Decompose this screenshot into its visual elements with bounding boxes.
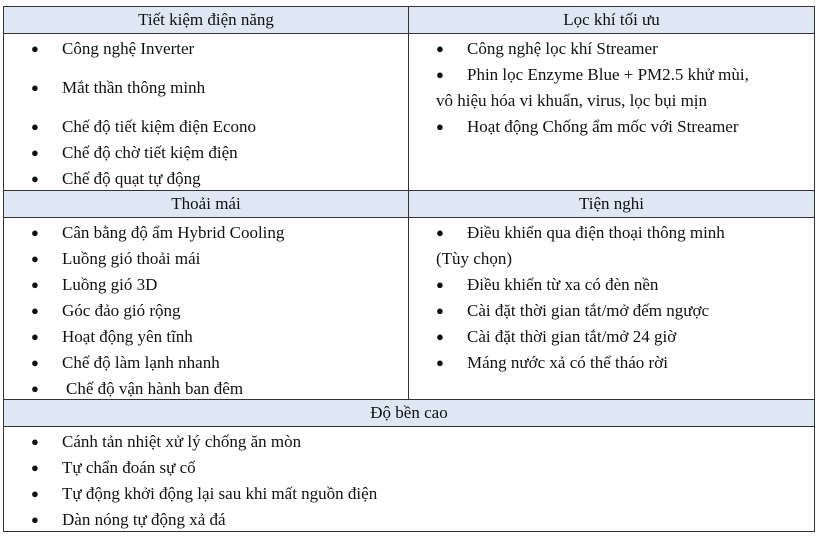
list-item: ● Luồng gió 3D (4, 272, 408, 298)
bullet-icon: ● (31, 486, 39, 501)
list-item: ● Điều khiển từ xa có đèn nền (409, 272, 814, 298)
bullet-icon: ● (436, 67, 444, 82)
list-item: ● Chế độ vận hành ban đêm (4, 376, 408, 402)
comfort-cell (3, 217, 409, 400)
header-energy: Tiết kiệm điện năng (3, 6, 409, 34)
bullet-icon: ● (31, 251, 39, 266)
header-convenience: Tiện nghi (408, 190, 815, 218)
list-item: ● Công nghệ lọc khí Streamer (409, 36, 814, 62)
list-item: ● Phin lọc Enzyme Blue + PM2.5 khử mùi, (409, 62, 814, 88)
bullet-icon: ● (31, 171, 39, 186)
header-durability: Độ bền cao (3, 399, 815, 427)
list-item: ● Cài đặt thời gian tắt/mở 24 giờ (409, 324, 814, 350)
list-item: ● Tự chẩn đoán sự cố (4, 455, 814, 481)
bullet-icon: ● (31, 119, 39, 134)
header-comfort: Thoải mái (3, 190, 409, 218)
list-item: ● Mắt thần thông minh (4, 75, 408, 101)
bullet-icon: ● (31, 80, 39, 95)
bullet-icon: ● (31, 434, 39, 449)
list-item: ● Hoạt động yên tĩnh (4, 324, 408, 350)
list-item: ● Chế độ chờ tiết kiệm điện (4, 140, 408, 166)
list-item: ● Cánh tản nhiệt xử lý chống ăn mòn (4, 429, 814, 455)
bullet-icon: ● (436, 119, 444, 134)
bullet-icon: ● (436, 355, 444, 370)
list-item: ● Máng nước xả có thể tháo rời (409, 350, 814, 376)
list-item: ● Công nghệ Inverter (4, 36, 408, 62)
bullet-icon: ● (436, 225, 444, 240)
convenience-cell (408, 217, 815, 400)
list-item: ● Luồng gió thoải mái (4, 246, 408, 272)
bullet-icon: ● (31, 225, 39, 240)
bullet-icon: ● (436, 277, 444, 292)
bullet-icon: ● (31, 381, 39, 396)
bullet-icon: ● (31, 512, 39, 527)
list-item-continuation: vô hiệu hóa vi khuẩn, virus, lọc bụi mịn (436, 91, 708, 110)
list-item: ● Góc đảo gió rộng (4, 298, 408, 324)
list-item: ● Dàn nóng tự động xả đá (4, 507, 814, 533)
bullet-icon: ● (436, 41, 444, 56)
list-item: ● Điều khiển qua điện thoại thông minh (409, 220, 814, 246)
list-item: ● Chế độ quạt tự động (4, 166, 408, 192)
bullet-icon: ● (31, 355, 39, 370)
list-item-continuation: (Tùy chọn) (436, 249, 513, 268)
energy-cell (3, 33, 409, 191)
bullet-icon: ● (436, 303, 444, 318)
bullet-icon: ● (31, 277, 39, 292)
list-item: ● Cài đặt thời gian tắt/mở đếm ngược (409, 298, 814, 324)
bullet-icon: ● (31, 303, 39, 318)
durability-cell (3, 426, 815, 532)
header-air: Lọc khí tối ưu (408, 6, 815, 34)
air-cell (408, 33, 815, 191)
bullet-icon: ● (31, 145, 39, 160)
bullet-icon: ● (436, 329, 444, 344)
list-item: ● Chế độ làm lạnh nhanh (4, 350, 408, 376)
list-item: ● Hoạt động Chống ẩm mốc với Streamer (409, 114, 814, 140)
list-item: ● Cân bằng độ ẩm Hybrid Cooling (4, 220, 408, 246)
bullet-icon: ● (31, 41, 39, 56)
list-item: ● Tự động khởi động lại sau khi mất nguồn điện (4, 481, 814, 507)
bullet-icon: ● (31, 329, 39, 344)
bullet-icon: ● (31, 460, 39, 475)
list-item: ● Chế độ tiết kiệm điện Econo (4, 114, 408, 140)
